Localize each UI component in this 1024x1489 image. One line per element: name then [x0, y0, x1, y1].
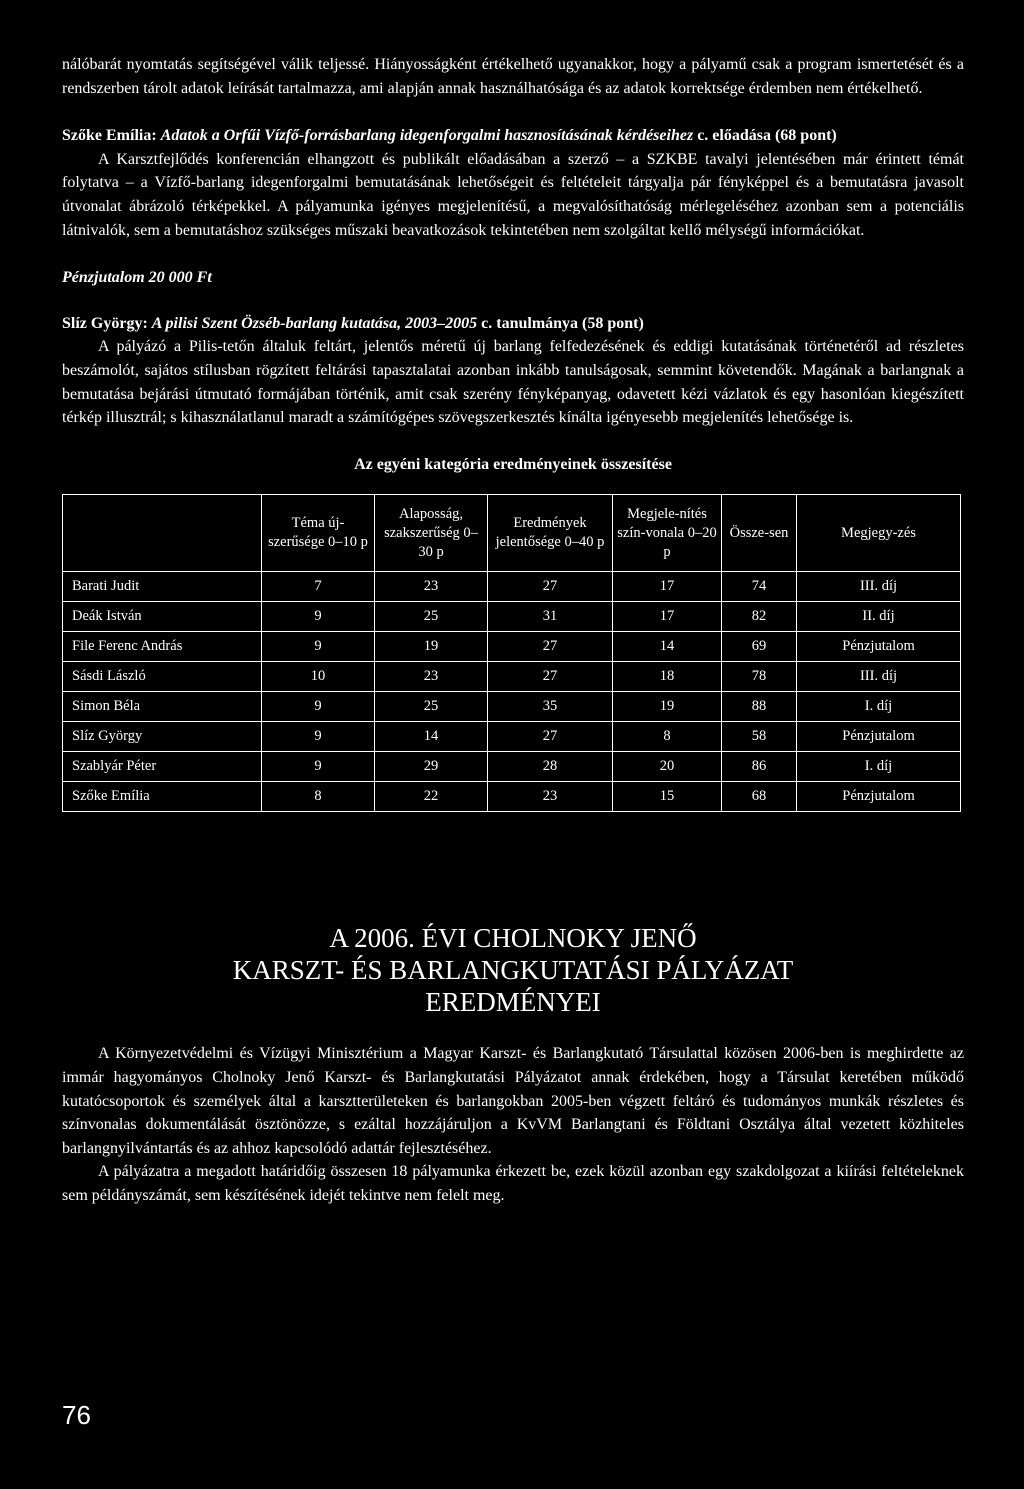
cell-total: 88 [722, 692, 797, 722]
prize-heading: Pénzjutalom 20 000 Ft [62, 269, 212, 287]
entry-author: Szőke Emília: [62, 127, 157, 145]
cell-presentation: 17 [613, 602, 722, 632]
cell-thoroughness: 22 [375, 782, 488, 812]
cell-total: 78 [722, 662, 797, 692]
page-number: 76 [62, 1400, 91, 1430]
header-cell-note: Megjegy-zés [797, 495, 961, 572]
entry-suffix: c. tanulmánya (58 pont) [481, 314, 644, 332]
cell-thoroughness: 23 [375, 662, 488, 692]
cell-name: Simon Béla [63, 692, 262, 722]
entry-title: A pilisi Szent Özséb-barlang kutatása, 2003–2005 [151, 314, 478, 332]
header-cell-thoroughness: Alaposság, szakszerűség 0–30 p [375, 495, 488, 572]
cell-novelty: 9 [262, 752, 375, 782]
cell-note: Pénzjutalom [797, 722, 961, 752]
cell-thoroughness: 23 [375, 572, 488, 602]
entry-title: Adatok a Orfűi Vízfő-forrásbarlang idegenforgalmi hasznosításának kérdéseihez [160, 127, 694, 145]
entry-suffix: c. előadása (68 pont) [697, 127, 837, 145]
cell-note: I. díj [797, 752, 961, 782]
cell-note: III. díj [797, 662, 961, 692]
cell-significance: 28 [488, 752, 613, 782]
table-row [63, 572, 961, 602]
table-row [63, 722, 961, 752]
cell-name: Slíz György [63, 722, 262, 752]
cell-name: Deák István [63, 602, 262, 632]
page-content [62, 53, 964, 1207]
cell-thoroughness: 14 [375, 722, 488, 752]
entry-sliz-body: A pályázó a Pilis-tetőn általuk feltárt, jelentős méretű új barlang felfedezésének és eddigi kutatásának történetéről ad részletes beszámolót, sajátos stílusban rögzített feltárási tapasztalatai azonban inkább tanulságosak, semmint követendők. Magának a barlangnak a bemutatása bejárási útmutató formájában történik, amit csak szerény fényképanyag, odavetett kézi vázlatok és egy hasonlóan kiegészített térkép illusztrál; s kihasználatlanul maradt a számítógépes szövegszerkesztés kínálta igényesebb megjelenítés lehetősége is. [62, 338, 964, 427]
table-title: Az egyéni kategória eredményeinek összesítése [354, 455, 672, 473]
table-row [63, 602, 961, 632]
table-row [63, 752, 961, 782]
cell-note: II. díj [797, 602, 961, 632]
cell-thoroughness: 29 [375, 752, 488, 782]
cell-name: Szőke Emília [63, 782, 262, 812]
cell-significance: 27 [488, 662, 613, 692]
cell-total: 74 [722, 572, 797, 602]
cell-name: Sásdi László [63, 662, 262, 692]
cell-name: Barati Judit [63, 572, 262, 602]
cell-novelty: 7 [262, 572, 375, 602]
cell-note: III. díj [797, 572, 961, 602]
cell-thoroughness: 19 [375, 632, 488, 662]
cell-note: Pénzjutalom [797, 632, 961, 662]
section-heading-line: A 2006. ÉVI CHOLNOKY JENŐ [329, 923, 697, 954]
results-table [62, 494, 961, 812]
cell-total: 86 [722, 752, 797, 782]
entry-szoke-heading [62, 124, 964, 148]
table-row [63, 692, 961, 722]
cell-name: Szablyár Péter [63, 752, 262, 782]
cell-significance: 27 [488, 572, 613, 602]
header-cell-name [63, 495, 262, 572]
cell-thoroughness: 25 [375, 602, 488, 632]
cell-total: 69 [722, 632, 797, 662]
cell-novelty: 10 [262, 662, 375, 692]
cell-novelty: 9 [262, 602, 375, 632]
cell-significance: 23 [488, 782, 613, 812]
cell-significance: 31 [488, 602, 613, 632]
section-paragraph: A Környezetvédelmi és Vízügyi Minisztérium a Magyar Karszt- és Barlangkutató Társulattal közösen 2006-ben is meghirdette az immár hagyományos Cholnoky Jenő Karszt- és Barlangkutatási Pályázatot annak érdekében, hogy a Társulat keretében működő kutatócsoportok és személyek által a karsztterületeken és barlangokban 2005-ben végzett feltáró és tudományos munkák részletes és színvonalas dokumentálását ösztönözze, s ezáltal hozzájáruljon a KvVM Barlangtani és Földtani Osztálya által vezetett közhiteles barlangnyilvántartás és az ahhoz kapcsolódó adattár fejlesztéséhez. [62, 1045, 964, 1157]
cell-presentation: 19 [613, 692, 722, 722]
table-row [63, 632, 961, 662]
cell-total: 68 [722, 782, 797, 812]
table-row [63, 662, 961, 692]
cell-note: I. díj [797, 692, 961, 722]
cell-novelty: 9 [262, 692, 375, 722]
section-heading [62, 922, 964, 1018]
cell-presentation: 8 [613, 722, 722, 752]
table-row [63, 782, 961, 812]
cell-significance: 27 [488, 722, 613, 752]
cell-novelty: 8 [262, 782, 375, 812]
cell-presentation: 17 [613, 572, 722, 602]
intro-paragraph: nálóbarát nyomtatás segítségével válik teljessé. Hiányosságként értékelhető ugyanakkor, hogy a pályamű csak a program ismertetését és a rendszerben tárolt adatok leírását tartalmazza, ami alapján annak használhatósága és az adatok korrektsége érdemben nem értékelhető. [62, 56, 964, 97]
header-cell-total: Össze-sen [722, 495, 797, 572]
section-paragraph: A pályázatra a megadott határidőig összesen 18 pályamunka érkezett be, ezek közül azonban egy szakdolgozat a kiírási feltételeknek sem példányszámát, sem készítésének idejét tekintve nem felelt meg. [62, 1163, 964, 1204]
cell-presentation: 14 [613, 632, 722, 662]
cell-total: 82 [722, 602, 797, 632]
entry-szoke-body: A Karsztfejlődés konferencián elhangzott és publikált előadásában a szerző – a SZKBE tavalyi jelentésében már érintett témát folytatva – a Vízfő-barlang idegenforgalmi bemutatásának lehetőségeit és feltételeit tárgyalja pár fényképpel és a bemutatásra javasolt útvonalat ábrázoló térképekkel. A pályamunka igényes megjelenítésű, a megvalósíthatóság mérlegeléséhez azonban sem a potenciális látnivalók, sem a bemutatáshoz szükséges műszaki beavatkozások tekintetében nem szolgáltat kellő mélységű információkat. [62, 150, 964, 239]
cell-significance: 27 [488, 632, 613, 662]
cell-presentation: 15 [613, 782, 722, 812]
cell-name: File Ferenc András [63, 632, 262, 662]
entry-sliz-heading [62, 312, 964, 336]
header-cell-novelty: Téma új-szerűsége 0–10 p [262, 495, 375, 572]
table-header-row [63, 495, 961, 572]
section-heading-line: KARSZT- ÉS BARLANGKUTATÁSI PÁLYÁZAT [232, 955, 794, 986]
entry-author: Slíz György: [62, 314, 148, 332]
header-cell-presentation: Megjele-nítés szín-vonala 0–20 p [613, 495, 722, 572]
cell-presentation: 18 [613, 662, 722, 692]
cell-total: 58 [722, 722, 797, 752]
cell-significance: 35 [488, 692, 613, 722]
cell-presentation: 20 [613, 752, 722, 782]
cell-novelty: 9 [262, 632, 375, 662]
cell-note: Pénzjutalom [797, 782, 961, 812]
section-heading-line: EREDMÉNYEI [425, 987, 601, 1018]
cell-thoroughness: 25 [375, 692, 488, 722]
header-cell-significance: Eredmények jelentősége 0–40 p [488, 495, 613, 572]
cell-novelty: 9 [262, 722, 375, 752]
